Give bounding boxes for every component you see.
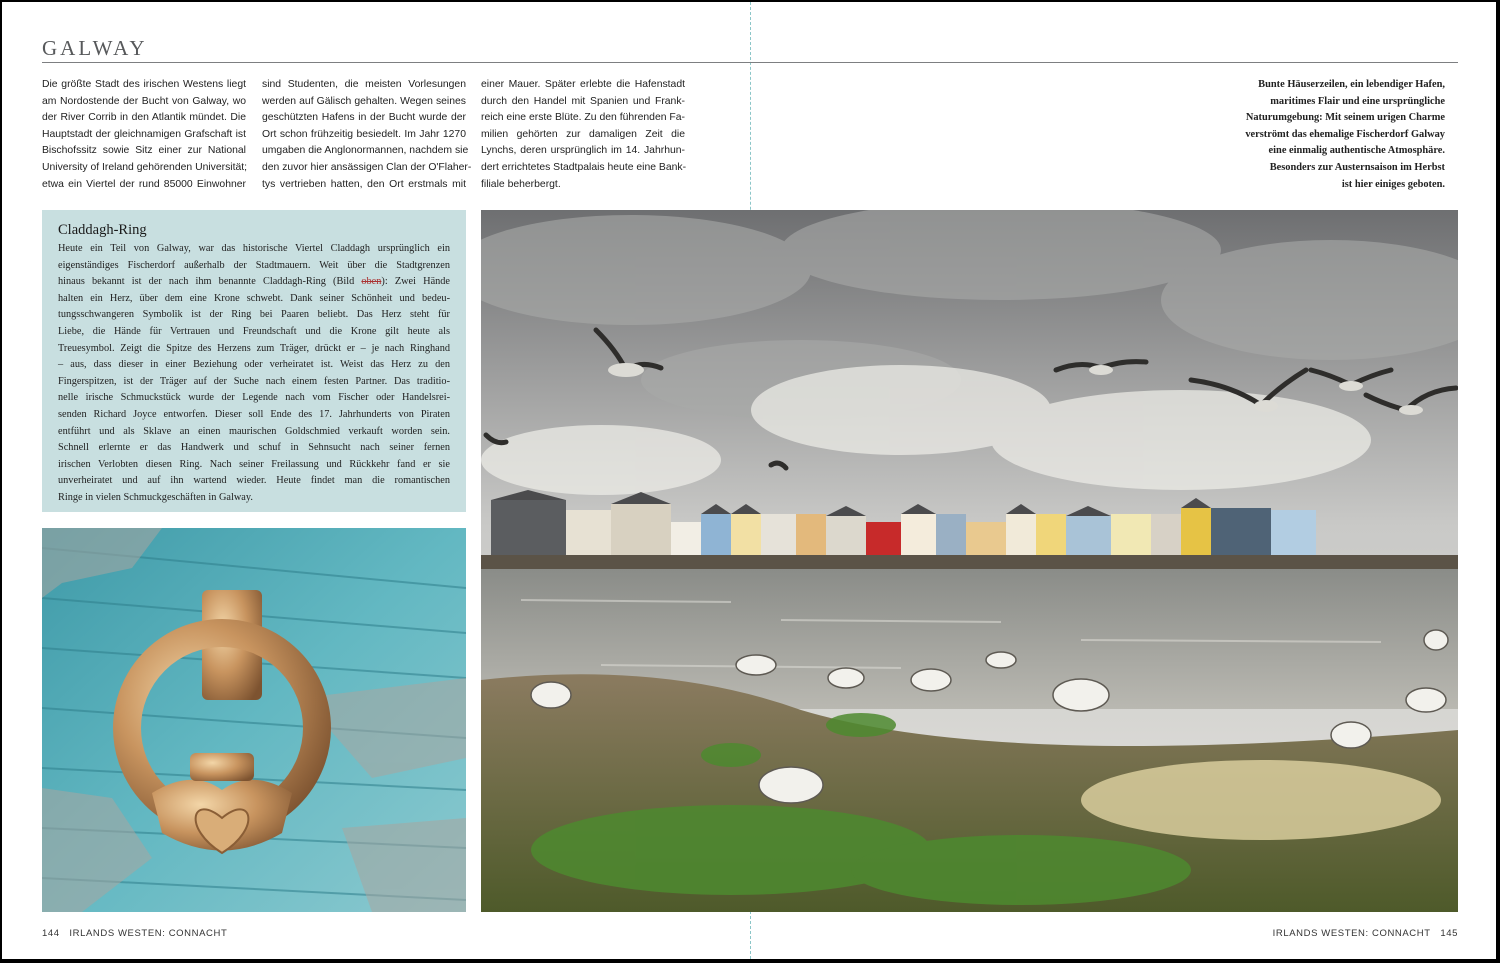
box-line: irischen Verlobten diesen Ring. Nach seiner Freilassung und Rückkehr fand er sie (58, 458, 450, 470)
text-line: am Nordostende der Bucht von Galway, wo (42, 95, 246, 107)
text-line: University of Ireland gehörenden Universität; (42, 161, 248, 173)
text-line: sind Studenten, die meisten Vorlesungen (262, 79, 466, 90)
box-line: eigenständiges Fischerdorf außerhalb der Stadtmauern. Weit über die Stadtgrenzen (58, 259, 450, 271)
box-line: Schnell erlernte er das Handwerk und schuf in Sehnsucht nach seiner fernen (58, 442, 450, 454)
text-line: umgaben die Anglonormannen, nachdem sie (262, 145, 469, 157)
box-line-part: hinaus bekannt ist der nach ihm benannte Claddagh-Ring (Bild (58, 276, 362, 288)
text-line: geschützten Hafens in der Bucht wurde der (262, 112, 466, 124)
text-line: milien gehörten zur damaligen Zeit die (481, 128, 685, 140)
teaser-line: Bunte Häuserzeilen, ein lebendiger Hafen, (1258, 79, 1445, 90)
text-line: den zuvor hier ansässigen Clan der O'Flaher- (262, 161, 472, 173)
text-line: Bischofssitz sowie Sitz einer zur National (42, 145, 246, 157)
box-line: entführt und als Sklave an einen maurischen Goldschmied verkauft worden sein. (58, 425, 450, 437)
text-line: werden auf Gälisch gehalten. Wegen seines (262, 95, 466, 107)
intro-column-3 (481, 77, 685, 193)
text-line: tys vertrieben hatten, den Ort erstmals mit (262, 178, 466, 190)
box-body (58, 241, 450, 507)
text-line: Hauptstadt der gleichnamigen Grafschaft ist (42, 128, 246, 140)
box-line: Liebe, die Hände für Vertrauen und Freundschaft und die Krone gilt heute als (58, 325, 450, 337)
text-line: einer Mauer. Später erlebte die Hafenstadt (481, 79, 685, 90)
teaser-line: Naturumgebung: Mit seinem urigen Charme (1245, 112, 1445, 124)
claddagh-ring-photo (42, 528, 466, 912)
title-rule (42, 62, 1458, 63)
box-line: halten ein Herz, über dem eine Krone schwebt. Dank seiner Schönheit und bedeu- (58, 292, 450, 304)
text-line: Die größte Stadt des irischen Westens liegt (42, 79, 246, 90)
box-line: Heute ein Teil von Galway, war das historische Viertel Claddagh ursprünglich ein (58, 243, 450, 254)
magazine-spread (2, 2, 1496, 959)
box-line: senden Richard Joyce entworfen. Dieser soll Ende des 17. Jahrhunderts von Piraten (58, 408, 450, 420)
teaser-line: verströmt das ehemalige Fischerdorf Galway (1245, 128, 1445, 140)
box-line: Fingerspitzen, ist der Träger auf der Suche nach einem festen Partner. Das traditio- (58, 375, 450, 387)
teaser-line: eine einmalig authentische Atmosphäre. (1268, 145, 1445, 157)
text-line: Ort schon frühzeitig besiedelt. Im Jahr 1270 (262, 128, 466, 140)
section-title: GALWAY (42, 36, 148, 60)
text-line: filiale beherbergt. (481, 178, 561, 190)
text-line: der River Corrib in den Atlantik mündet. Die (42, 112, 246, 124)
teaser-text (1202, 77, 1445, 193)
text-line: Lynchs, deren ursprünglich im 14. Jahrhun- (481, 145, 685, 157)
text-line: dert errichtetes Stadtpalais heute eine Bank- (481, 161, 687, 173)
teaser-line: ist hier einiges geboten. (1341, 178, 1445, 190)
box-line: nelle irische Schmuckstück wurde der Legende nach vom Fischer oder Handelsrei- (58, 392, 450, 404)
footer-left (42, 928, 227, 939)
page-number: 144 (42, 928, 60, 939)
intro-column-2 (262, 77, 472, 193)
text-line: reich eine erste Blüte. Zu den führenden Fa- (481, 112, 685, 124)
box-line-part: ): Zwei Hände (381, 276, 451, 288)
box-line: unverheiratet und auf ihn wartend wieder. Heute findet man die romantischen (58, 475, 450, 487)
box-line: Treuesymbol. Zeigt die Spitze des Herzens zum Träger, drückt er – je nach Ringhand (58, 342, 450, 354)
box-line: – aus, dass dieser in einer Beziehung oder verheiratet ist. Weist das Herz zu den (58, 359, 450, 371)
text-line: durch den Handel mit Spanien und Frank- (481, 95, 685, 107)
intro-column-1 (42, 77, 246, 193)
box-line: tungsschwangeren Symbolik ist der Ring bei Paaren beliebt. Das Herz steht für (58, 309, 450, 321)
box-title: Claddagh-Ring (58, 222, 147, 238)
running-head: IRLANDS WESTEN: CONNACHT (69, 928, 228, 939)
teaser-line: maritimes Flair und eine ursprüngliche (1270, 95, 1445, 107)
teaser-line: Besonders zur Austernsaison im Herbst (1269, 161, 1445, 173)
box-line (58, 274, 450, 291)
page-number: 145 (1440, 928, 1458, 939)
running-head: IRLANDS WESTEN: CONNACHT (1272, 928, 1431, 939)
footer-right (1273, 928, 1458, 939)
box-line: Ringe in vielen Schmuckgeschäften in Galway. (58, 491, 253, 503)
text-line: etwa ein Viertel der rund 85000 Einwohner (42, 178, 246, 190)
galway-harbour-photo (481, 210, 1458, 912)
strikethrough-word: oben (361, 276, 382, 288)
claddagh-info-box (42, 210, 466, 512)
